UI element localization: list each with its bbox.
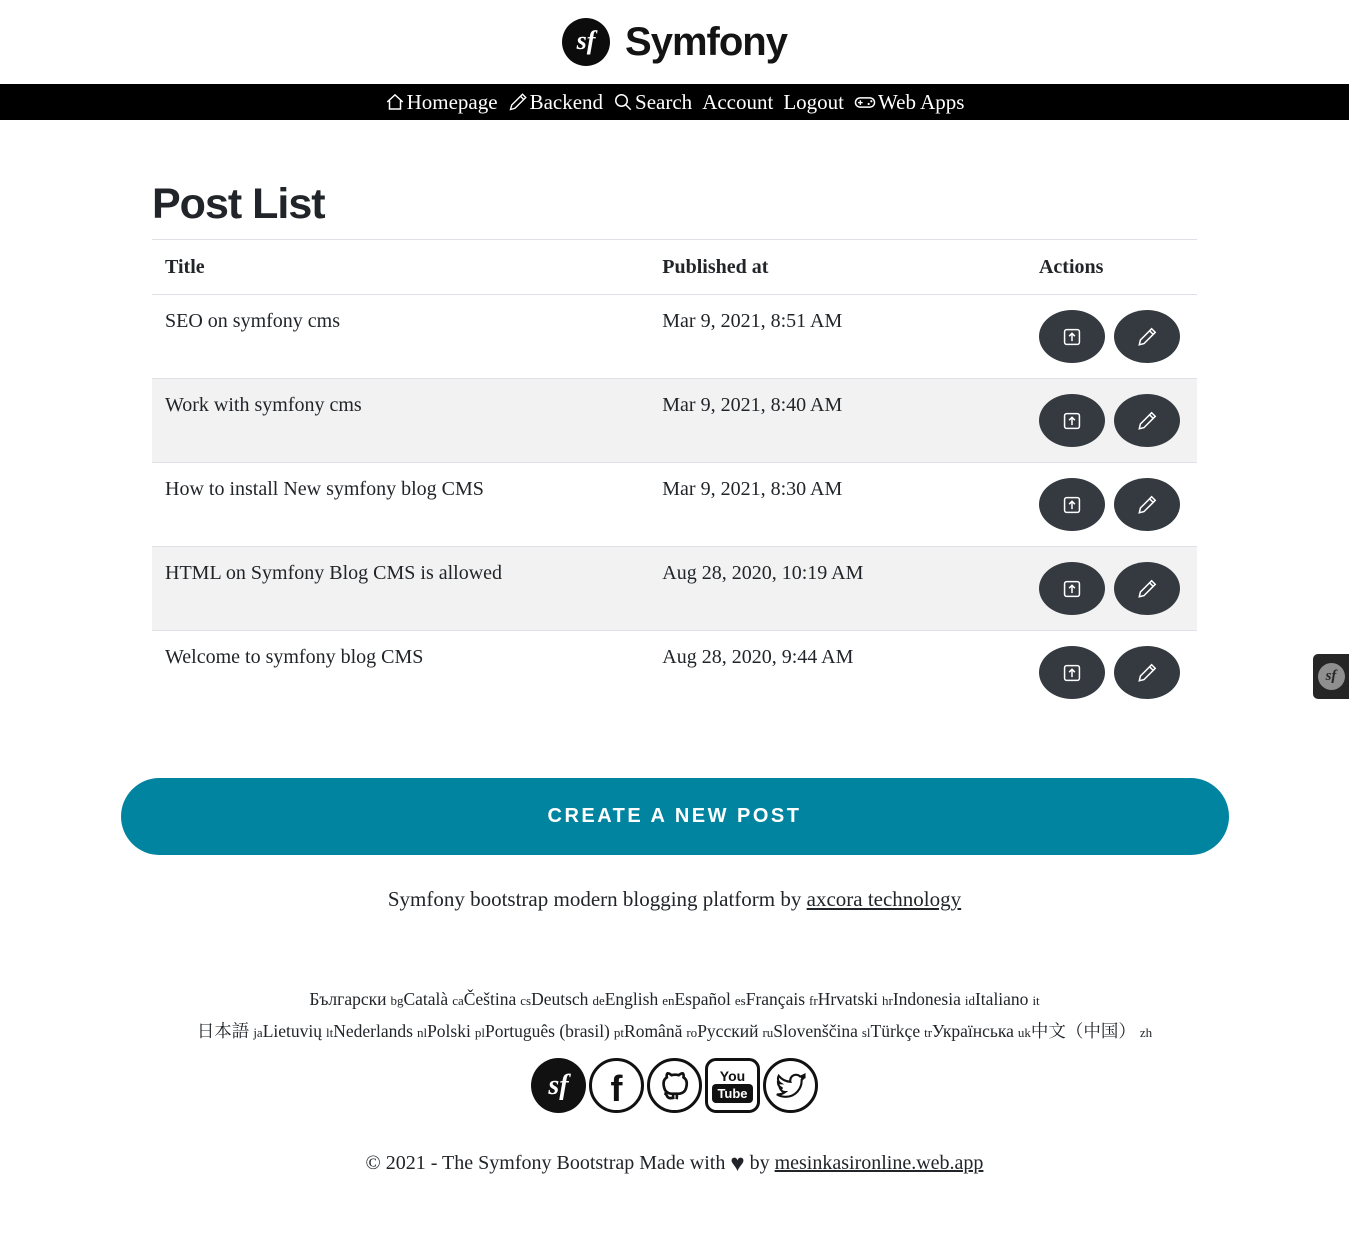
language-link[interactable]	[309, 989, 404, 1009]
pencil-icon	[1136, 578, 1158, 600]
language-link[interactable]	[773, 1021, 871, 1041]
column-header-title: Title	[152, 240, 649, 295]
site-footer	[0, 984, 1349, 1178]
nav-item-account[interactable]	[702, 90, 773, 115]
table-row	[152, 631, 1197, 715]
copyright-text: © 2021 - The Symfony Bootstrap Made with	[365, 1152, 731, 1174]
post-actions-cell	[1026, 547, 1197, 631]
language-code: lt	[326, 1025, 334, 1040]
language-name: Русский	[697, 1021, 759, 1041]
post-actions-cell	[1026, 463, 1197, 547]
language-link[interactable]	[333, 1021, 428, 1041]
table-row	[152, 547, 1197, 631]
language-code: ru	[762, 1025, 774, 1040]
language-name: English	[604, 989, 659, 1009]
copyright	[0, 1151, 1349, 1178]
show-post-button[interactable]	[1039, 562, 1105, 615]
language-code: es	[734, 993, 746, 1008]
language-code: fr	[809, 993, 818, 1008]
language-name: Български	[309, 989, 387, 1009]
axcora-technology-link[interactable]: axcora technology	[806, 887, 962, 911]
language-name: Italiano	[974, 989, 1029, 1009]
twitter-icon	[763, 1058, 818, 1113]
post-table-body	[152, 295, 1197, 715]
twitter-social-link[interactable]	[763, 1058, 818, 1113]
language-code: pl	[474, 1025, 485, 1040]
youtube-text-bottom: Tube	[712, 1084, 752, 1103]
gamepad-icon	[854, 92, 876, 112]
language-link[interactable]	[403, 989, 464, 1009]
language-code: it	[1032, 993, 1040, 1008]
language-code: id	[964, 993, 975, 1008]
post-title-cell: Welcome to symfony blog CMS	[152, 631, 649, 715]
language-code: sl	[861, 1025, 871, 1040]
language-code: uk	[1017, 1025, 1031, 1040]
language-link[interactable]	[1030, 1021, 1153, 1041]
pencil-icon	[1136, 662, 1158, 684]
nav-item-label: Account	[702, 89, 774, 114]
language-name: Português (brasil)	[484, 1021, 610, 1041]
post-published-cell: Aug 28, 2020, 9:44 AM	[649, 631, 1026, 715]
symfony-social-link[interactable]	[531, 1058, 586, 1113]
box-arrow-up-icon	[1061, 326, 1083, 348]
language-code: pt	[613, 1025, 625, 1040]
language-link[interactable]	[892, 989, 975, 1009]
top-navigation	[0, 84, 1349, 120]
language-link[interactable]	[974, 989, 1040, 1009]
box-arrow-up-icon	[1061, 578, 1083, 600]
language-code: hr	[881, 993, 893, 1008]
create-new-post-button[interactable]: CREATE A NEW POST	[121, 778, 1229, 855]
post-title-cell: How to install New symfony blog CMS	[152, 463, 649, 547]
youtube-icon	[705, 1058, 760, 1113]
tagline	[0, 887, 1349, 912]
post-table-head	[152, 240, 1197, 295]
box-arrow-up-icon	[1061, 410, 1083, 432]
table-row	[152, 463, 1197, 547]
language-code: nl	[416, 1025, 428, 1040]
nav-item-logout[interactable]	[783, 90, 844, 115]
show-post-button[interactable]	[1039, 394, 1105, 447]
nav-item-web-apps[interactable]	[854, 90, 964, 115]
symfony-profiler-icon: sf	[1318, 663, 1345, 690]
language-name: Français	[745, 989, 806, 1009]
language-link[interactable]	[817, 989, 893, 1009]
post-title-cell: SEO on symfony cms	[152, 295, 649, 379]
github-social-link[interactable]	[647, 1058, 702, 1113]
pen-icon	[508, 92, 528, 112]
mesinkasironline-link[interactable]: mesinkasironline.web.app	[774, 1152, 984, 1174]
nav-item-label: Search	[635, 89, 693, 114]
facebook-social-link[interactable]	[589, 1058, 644, 1113]
symfony-logo-icon[interactable]	[562, 18, 610, 66]
language-link[interactable]	[463, 989, 532, 1009]
facebook-icon	[589, 1058, 644, 1113]
language-name: Română	[624, 1021, 683, 1041]
tagline-text: Symfony bootstrap modern blogging platform by	[387, 887, 807, 911]
home-icon	[385, 92, 405, 112]
language-code: tr	[924, 1025, 933, 1040]
nav-item-label: Backend	[529, 89, 604, 114]
language-link[interactable]	[932, 1021, 1031, 1041]
language-name: 日本語	[196, 1021, 250, 1041]
column-header-actions: Actions	[1026, 240, 1197, 295]
language-link[interactable]	[427, 1021, 485, 1041]
language-name: Čeština	[463, 989, 517, 1009]
symfony-logo-monogram: sf	[576, 26, 596, 55]
language-name: 中文（中国）	[1030, 1021, 1136, 1041]
edit-post-button[interactable]	[1114, 646, 1180, 699]
language-name: Hrvatski	[817, 989, 878, 1009]
site-header	[0, 0, 1349, 84]
nav-item-label: Homepage	[406, 89, 498, 114]
language-link[interactable]	[745, 989, 818, 1009]
nav-item-backend[interactable]	[508, 90, 603, 115]
column-header-published: Published at	[649, 240, 1026, 295]
facebook-letter: f	[610, 1067, 623, 1109]
copyright-by: by	[744, 1152, 775, 1174]
language-link[interactable]	[531, 989, 605, 1009]
social-links	[0, 1058, 1349, 1113]
post-actions-cell	[1026, 379, 1197, 463]
language-name: Català	[403, 989, 449, 1009]
language-name: Türkçe	[870, 1021, 921, 1041]
edit-post-button[interactable]	[1114, 478, 1180, 531]
language-name: Polski	[427, 1021, 471, 1041]
box-arrow-up-icon	[1061, 662, 1083, 684]
symfony-icon	[531, 1058, 586, 1113]
search-icon	[613, 92, 633, 112]
post-published-cell: Mar 9, 2021, 8:40 AM	[649, 379, 1026, 463]
symfony-monogram: sf	[548, 1069, 569, 1101]
post-published-cell: Aug 28, 2020, 10:19 AM	[649, 547, 1026, 631]
language-link[interactable]	[196, 1021, 263, 1041]
language-link[interactable]	[870, 1021, 933, 1041]
language-code: bg	[390, 993, 404, 1008]
nav-item-homepage[interactable]	[385, 90, 498, 115]
nav-item-label: Logout	[783, 89, 845, 114]
language-name: Slovenščina	[773, 1021, 858, 1041]
table-row	[152, 379, 1197, 463]
show-post-button[interactable]	[1039, 478, 1105, 531]
language-code: en	[662, 993, 675, 1008]
youtube-text-top: You	[719, 1067, 746, 1084]
language-link[interactable]	[262, 1021, 334, 1041]
post-title-cell: Work with symfony cms	[152, 379, 649, 463]
github-icon	[647, 1058, 702, 1113]
language-link[interactable]	[697, 1021, 774, 1041]
post-published-cell: Mar 9, 2021, 8:51 AM	[649, 295, 1026, 379]
pencil-icon	[1136, 410, 1158, 432]
heart-icon: ♥	[730, 1151, 745, 1177]
nav-item-label: Web Apps	[878, 89, 965, 114]
language-code: zh	[1139, 1025, 1153, 1040]
show-post-button[interactable]	[1039, 310, 1105, 363]
box-arrow-up-icon	[1061, 494, 1083, 516]
language-code: ja	[253, 1025, 263, 1040]
brand-title: Symfony	[625, 19, 787, 64]
language-link[interactable]	[624, 1021, 698, 1041]
language-name: Lietuvių	[262, 1021, 322, 1041]
language-name: Indonesia	[892, 989, 961, 1009]
edit-post-button[interactable]	[1114, 562, 1180, 615]
language-link[interactable]	[674, 989, 746, 1009]
language-link[interactable]	[484, 1021, 625, 1041]
pencil-icon	[1136, 326, 1158, 348]
page-title: Post List	[152, 180, 325, 228]
language-name: Deutsch	[531, 989, 589, 1009]
edit-post-button[interactable]	[1114, 394, 1180, 447]
language-code: cs	[520, 993, 532, 1008]
post-actions-cell	[1026, 295, 1197, 379]
language-links	[132, 984, 1217, 1048]
symfony-profiler-badge[interactable]	[1313, 654, 1349, 699]
edit-post-button[interactable]	[1114, 310, 1180, 363]
language-code: ca	[452, 993, 464, 1008]
language-name: Українська	[932, 1021, 1014, 1041]
language-code: de	[592, 993, 605, 1008]
main-content	[152, 180, 1197, 714]
show-post-button[interactable]	[1039, 646, 1105, 699]
post-table	[152, 239, 1197, 714]
post-actions-cell	[1026, 631, 1197, 715]
language-link[interactable]	[604, 989, 675, 1009]
youtube-social-link[interactable]	[705, 1058, 760, 1113]
language-name: Español	[674, 989, 731, 1009]
nav-item-search[interactable]	[613, 90, 692, 115]
language-code: ro	[686, 1025, 698, 1040]
language-name: Nederlands	[333, 1021, 413, 1041]
post-title-cell: HTML on Symfony Blog CMS is allowed	[152, 547, 649, 631]
post-published-cell: Mar 9, 2021, 8:30 AM	[649, 463, 1026, 547]
table-row	[152, 295, 1197, 379]
pencil-icon	[1136, 494, 1158, 516]
